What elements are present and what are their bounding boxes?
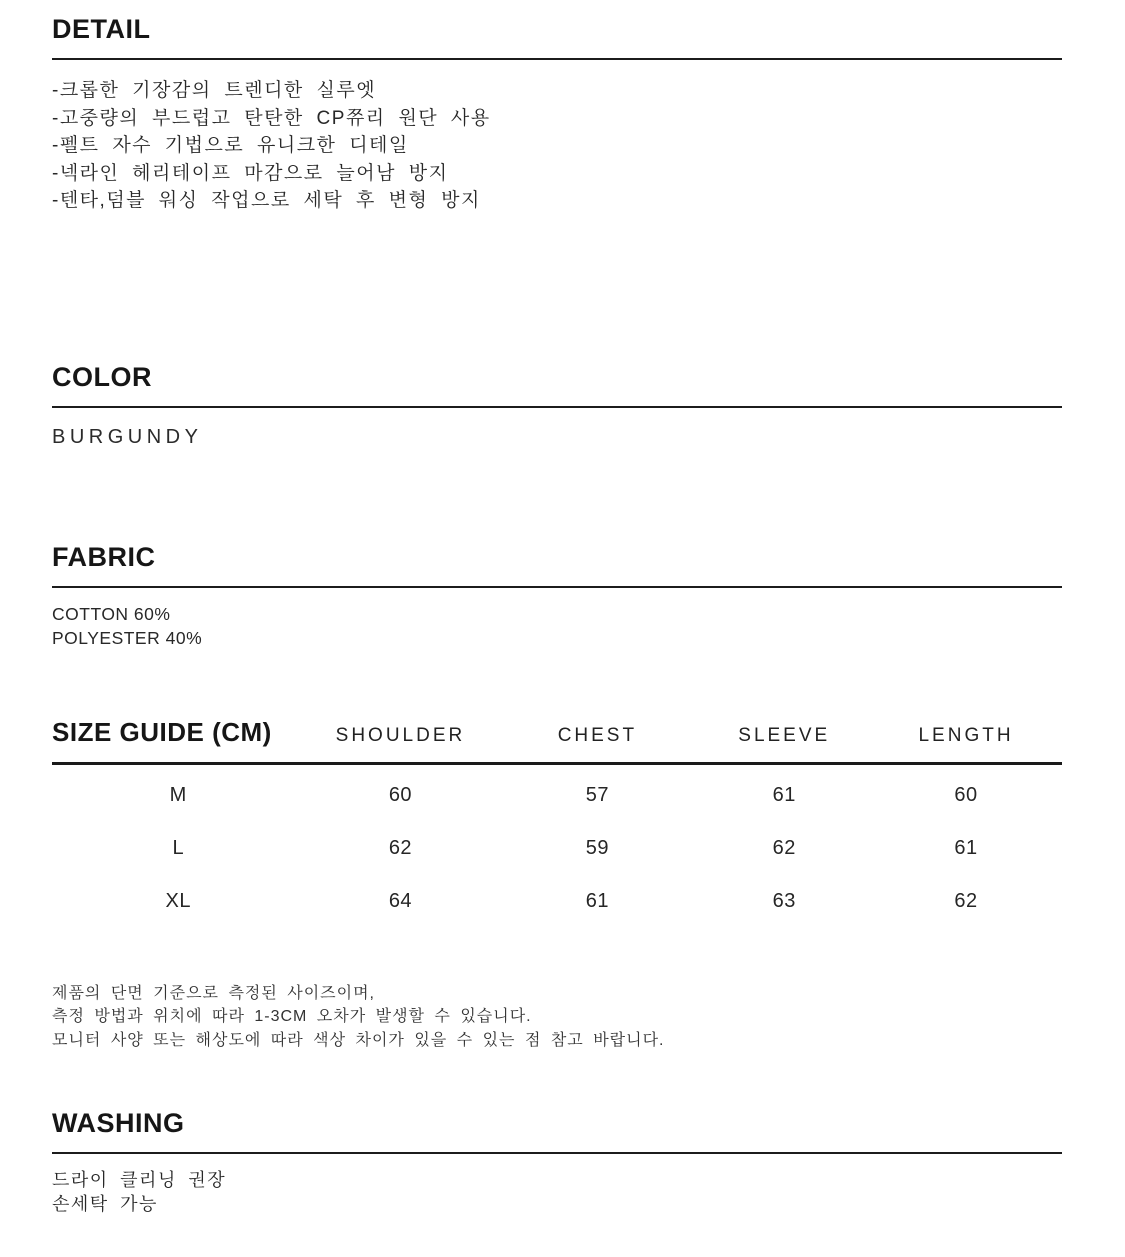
size-note-line: 제품의 단면 기준으로 측정된 사이즈이며, <box>52 984 375 1002</box>
size-value: 61 <box>585 889 610 912</box>
size-guide-body <box>52 769 1062 928</box>
size-note-line: 모니터 사양 또는 해상도에 따라 색상 차이가 있을 수 있는 점 참고 바랍니다. <box>52 1031 665 1049</box>
washing-section-title: WASHING <box>52 1110 1062 1154</box>
detail-item: -펠트 자수 기법으로 유니크한 디테일 <box>52 135 409 157</box>
color-section-title: COLOR <box>52 364 1062 408</box>
washing-list <box>52 1168 1062 1217</box>
size-guide-title: SIZE GUIDE (CM) <box>52 716 272 747</box>
size-value: 59 <box>585 836 610 859</box>
size-value: 61 <box>954 836 978 859</box>
washing-item: 손세탁 가능 <box>52 1194 158 1215</box>
table-row <box>52 769 1062 822</box>
size-guide-column-shoulder: SHOULDER <box>335 724 466 746</box>
size-guide-header-row <box>52 717 1062 765</box>
fabric-item: COTTON 60% <box>52 603 171 624</box>
size-value: 61 <box>772 783 796 806</box>
fabric-section-title: FABRIC <box>52 544 1062 588</box>
fabric-list <box>52 602 1062 650</box>
table-row <box>52 822 1062 875</box>
detail-section <box>52 16 1062 215</box>
size-guide-column-chest: CHEST <box>557 724 638 746</box>
detail-section-title: DETAIL <box>52 16 1062 60</box>
fabric-section <box>52 541 1062 650</box>
size-note-line: 측정 방법과 위치에 따라 1-3CM 오차가 발생할 수 있습니다. <box>52 1008 532 1026</box>
size-value: 62 <box>772 836 796 859</box>
detail-item: -고중량의 부드럽고 탄탄한 CP쮸리 원단 사용 <box>52 107 491 129</box>
color-value: BURGUNDY <box>52 425 203 448</box>
size-value: 60 <box>388 783 413 806</box>
size-value: 60 <box>954 783 978 806</box>
washing-section <box>52 1107 1062 1217</box>
detail-list <box>52 77 1062 215</box>
size-label: XL <box>165 889 191 912</box>
fabric-item: POLYESTER 40% <box>52 627 203 648</box>
color-section <box>52 361 1062 448</box>
detail-item: -크롭한 기장감의 트렌디한 실루엣 <box>52 80 377 101</box>
size-guide-column-sleeve: SLEEVE <box>738 724 831 746</box>
detail-item: -텐타,덤블 워싱 작업으로 세탁 후 변형 방지 <box>52 190 481 212</box>
size-label: M <box>169 783 187 806</box>
size-value: 62 <box>388 836 413 859</box>
size-guide-section <box>52 717 1062 1052</box>
size-value: 63 <box>772 889 796 912</box>
size-value: 64 <box>388 889 413 912</box>
size-value: 57 <box>585 783 610 806</box>
size-label: L <box>172 836 185 859</box>
table-row <box>52 875 1062 928</box>
size-guide-notes <box>52 982 1062 1052</box>
detail-item: -넥라인 헤리테이프 마감으로 늘어남 방지 <box>52 162 449 184</box>
washing-item: 드라이 클리닝 권장 <box>52 1169 227 1190</box>
size-value: 62 <box>954 889 978 912</box>
size-guide-column-length: LENGTH <box>918 724 1014 746</box>
